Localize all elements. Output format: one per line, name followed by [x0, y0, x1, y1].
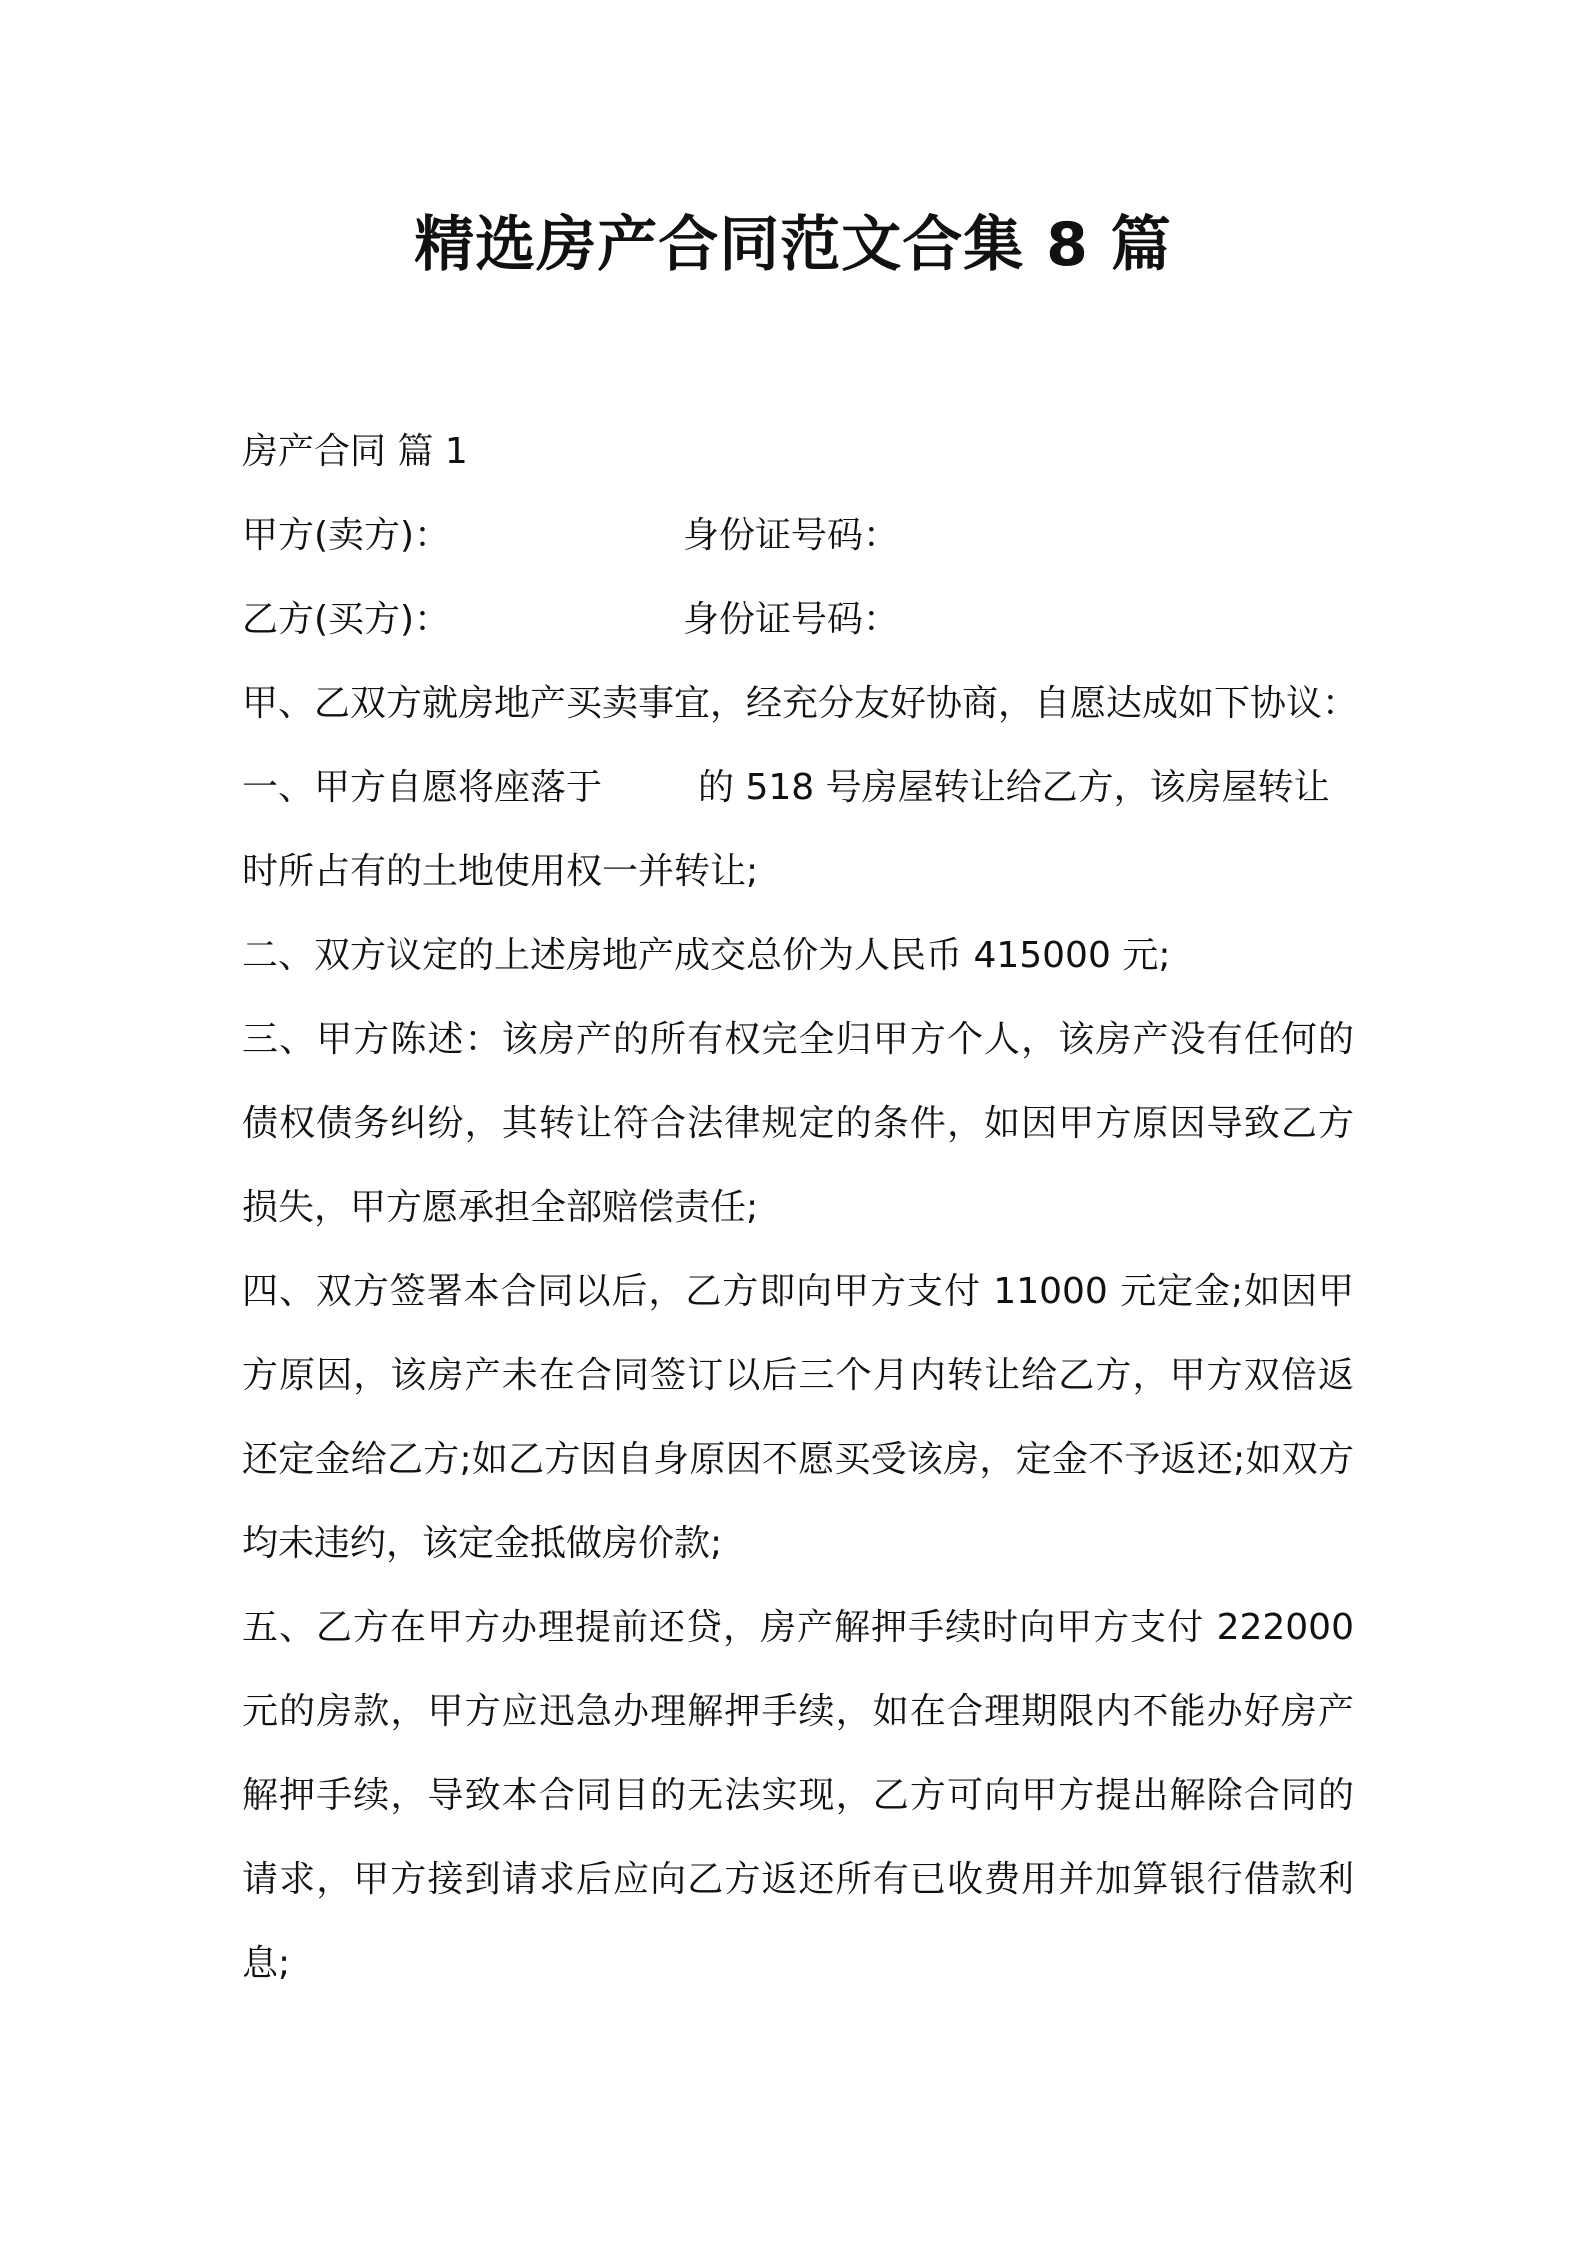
party-a-row [242, 494, 1354, 578]
clause-5: 五、乙方在甲方办理提前还贷，房产解押手续时向甲方支付 222000 元的房款，甲方应迅急办理解押手续，如在合理期限内不能办好房产解押手续，导致本合同目的无法实现，乙方可向甲方提出解除合同的请求，甲方接到请求后应向乙方返还所有已收费用并加算银行借款利息; [242, 1607, 1354, 1984]
clause-1-text-a: 一、甲方自愿将座落于 [242, 767, 603, 808]
document-body [242, 410, 1359, 2006]
party-b-id-label: 身份证号码： [683, 599, 900, 640]
clause-1-text-b: 的 518 号房屋转让给乙方，该房屋转让 [698, 767, 1330, 808]
party-a-id-label: 身份证号码： [683, 515, 900, 556]
intro-paragraph: 甲、乙双方就房地产买卖事宜，经充分友好协商，自愿达成如下协议： [242, 683, 1359, 724]
clause-1-line-1 [242, 746, 1354, 830]
party-b-row [242, 578, 1354, 662]
section-heading: 房产合同 篇 1 [242, 431, 468, 472]
document-title: 精选房产合同范文合集 8 篇 [414, 210, 1172, 280]
party-a-label: 甲方(卖方)： [242, 515, 451, 556]
clause-3: 三、甲方陈述：该房产的所有权完全归甲方个人，该房产没有任何的债权债务纠纷，其转让符合法律规定的条件，如因甲方原因导致乙方损失，甲方愿承担全部赔偿责任; [242, 1019, 1354, 1228]
party-b-label: 乙方(买方)： [242, 599, 451, 640]
clause-4: 四、双方签署本合同以后，乙方即向甲方支付 11000 元定金;如因甲方原因，该房产未在合同签订以后三个月内转让给乙方，甲方双倍返还定金给乙方;如乙方因自身原因不愿买受该房，定金不予返还;如双方均未违约，该定金抵做房价款; [242, 1271, 1354, 1564]
clause-1-line-2: 时所占有的土地使用权一并转让; [242, 851, 759, 892]
clause-2: 二、双方议定的上述房地产成交总价为人民币 415000 元; [242, 935, 1171, 976]
